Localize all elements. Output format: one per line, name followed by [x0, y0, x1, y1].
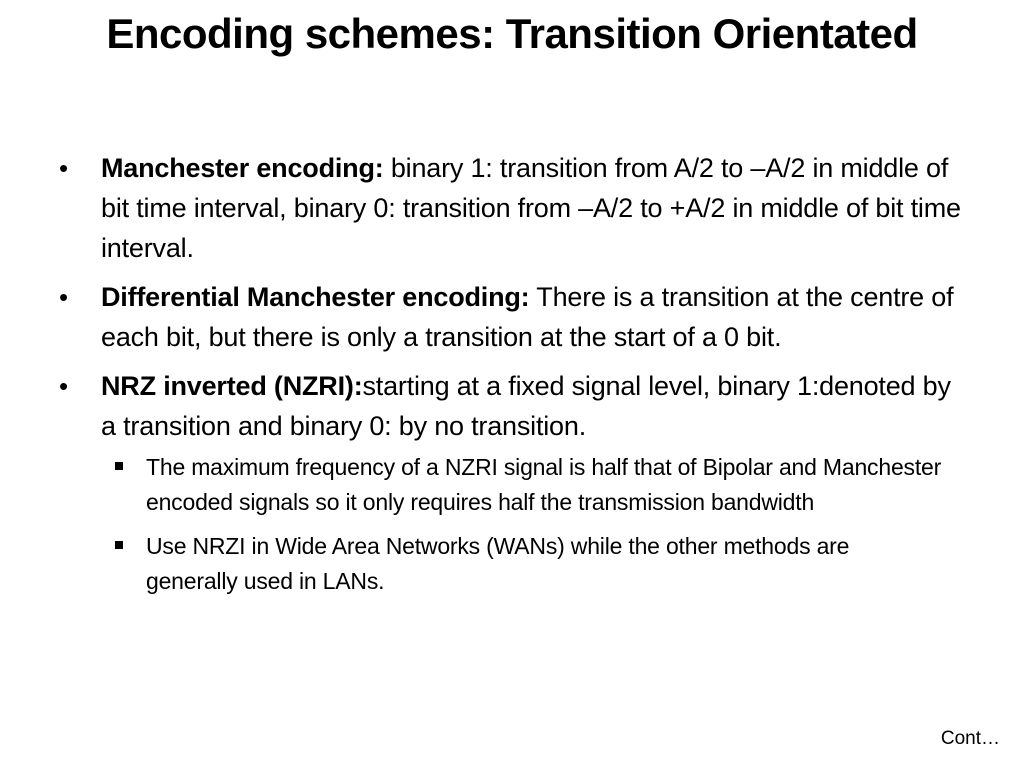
- slide-content: [0, 148, 1024, 599]
- sub-bullet-list: [0, 450, 1024, 599]
- square-bullet-icon: [115, 541, 123, 549]
- sub-bullet-max-frequency: [146, 450, 946, 520]
- continued-note: Cont…: [940, 728, 1000, 749]
- square-bullet-icon: [115, 462, 123, 470]
- bullet-text: binary 1: transition from A/2 to –A/2 in middle of bit time interval, binary 0: transition from –A/2 to +A/2 in middle of bit time interval.: [101, 153, 961, 263]
- bullet-term: Manchester encoding:: [101, 153, 384, 183]
- bullet-text: There is a transition at the centre of each bit, but there is only a transition at the start of a 0 bit.: [101, 282, 954, 352]
- sub-bullet-wan-usage: [146, 529, 946, 599]
- sub-bullet-text: The maximum frequency of a NZRI signal is half that of Bipolar and Manchester encoded signals so it only requires half the transmission bandwidth: [146, 454, 942, 515]
- bullet-dot-icon: •: [59, 153, 68, 183]
- slide-title: Encoding schemes: Transition Orientated: [106, 10, 918, 57]
- bullet-dot-icon: •: [59, 282, 68, 312]
- bullet-term: Differential Manchester encoding:: [101, 282, 530, 312]
- bullet-differential-manchester: [59, 277, 966, 357]
- sub-bullet-text: Use NRZI in Wide Area Networks (WANs) while the other methods are generally used in LANs.: [146, 533, 850, 594]
- bullet-text: starting at a fixed signal level, binary 1:denoted by a transition and binary 0: by no transition.: [101, 371, 951, 441]
- bullet-dot-icon: •: [59, 371, 68, 401]
- bullet-manchester: [59, 148, 966, 268]
- bullet-term: NRZ inverted (NZRI):: [101, 371, 363, 401]
- bullet-nrz-inverted: [59, 366, 966, 446]
